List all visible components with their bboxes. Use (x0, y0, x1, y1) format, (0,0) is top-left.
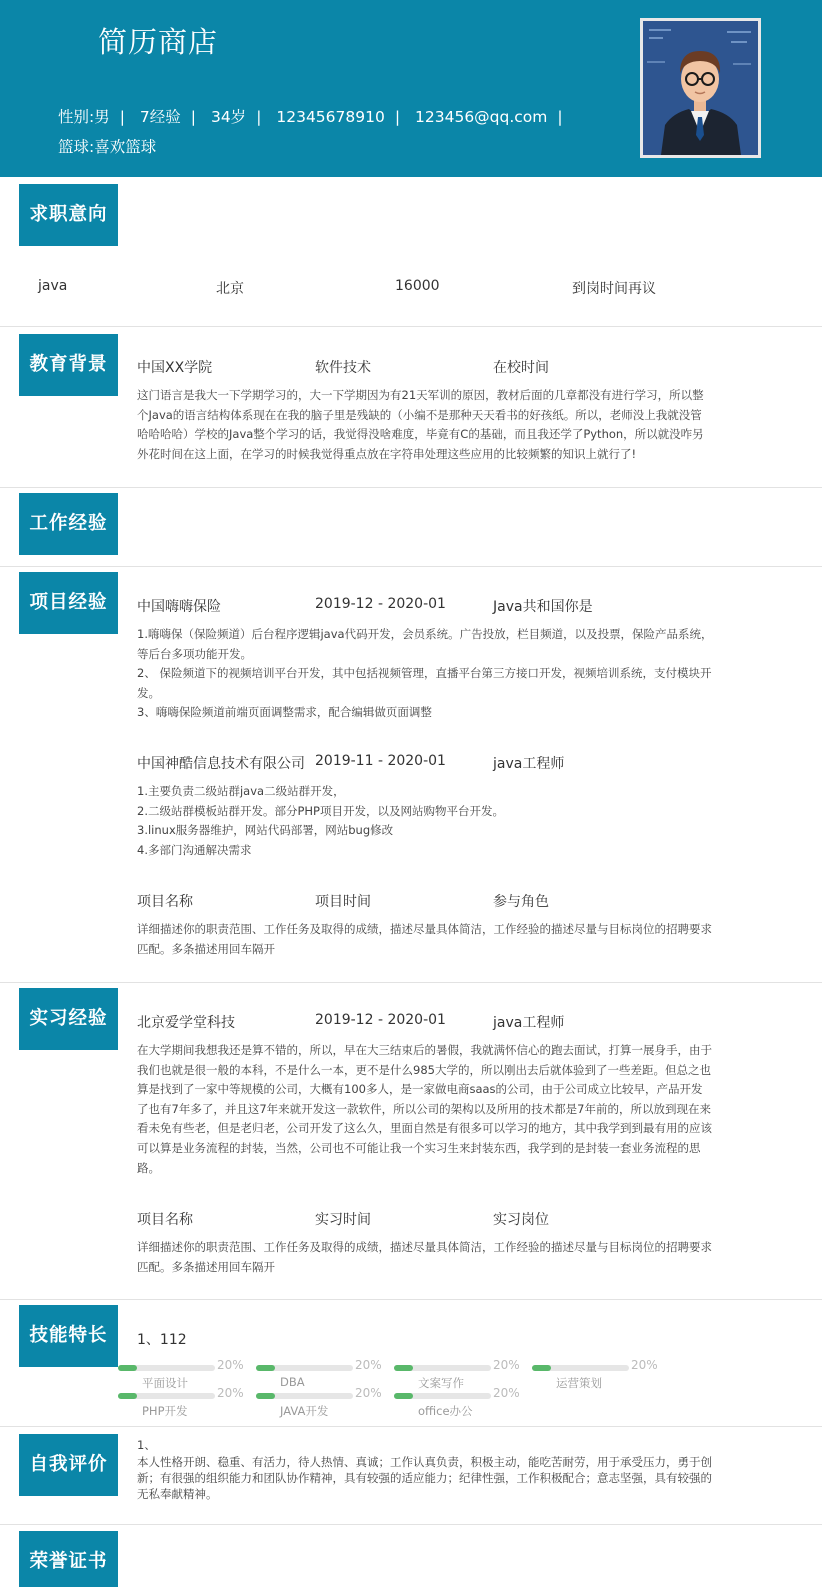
skill-item (256, 1386, 396, 1423)
skill-percent: 20% (493, 1358, 520, 1372)
project-line: 2.二级站群模板站群开发。部分PHP项目开发，以及网站购物平台开发。 (137, 803, 504, 818)
skill-bar-fill (394, 1365, 413, 1371)
self-eval-text: 本人性格开朗、稳重、有活力，待人热情、真诚；工作认真负责，积极主动，能吃苦耐劳，用于承受压力，勇于创新；有很强的组织能力和团队协作精神，具有较强的适应能力；纪律性强，工作积极配合；意志坚强，具有较强的无私奉献精神。 (137, 1455, 712, 1501)
project-role: Java共和国你是 (493, 599, 593, 615)
project-company: 项目名称 (137, 894, 193, 910)
skill-label: office办公 (418, 1404, 473, 1418)
phone: 12345678910 (276, 108, 385, 126)
project-line: 详细描述你的职责范围、工作任务及取得的成绩，描述尽量具体简洁，工作经验的描述尽量与目标岗位的招聘要求匹配。多条描述用回车隔开 (137, 922, 712, 956)
project-line: 2、 保险频道下的视频培训平台开发，其中包括视频管理，直播平台第三方接口开发，视频培训系统，支付模块开发。 (137, 666, 712, 700)
self-eval-index: 1、 (137, 1438, 156, 1452)
avatar (640, 18, 761, 158)
work-section (0, 487, 822, 566)
resume-header (0, 0, 822, 177)
skill-item (394, 1386, 534, 1423)
skill-bar (394, 1393, 491, 1399)
project-period: 项目时间 (315, 894, 371, 910)
skill-bar-fill (256, 1393, 275, 1399)
internship-company: 项目名称 (137, 1212, 193, 1228)
project-description (137, 920, 713, 959)
skill-bar-fill (532, 1365, 551, 1371)
project-description (137, 625, 713, 723)
skill-percent: 20% (217, 1386, 244, 1400)
internship-period: 2019-12 - 2020-01 (315, 1012, 446, 1028)
education-school: 中国XX学院 (137, 360, 213, 376)
gender: 性别:男 (58, 108, 110, 126)
skill-percent: 20% (493, 1386, 520, 1400)
email: 123456@qq.com (415, 108, 548, 126)
skill-label: JAVA开发 (280, 1404, 329, 1418)
skill-label: 运营策划 (556, 1376, 602, 1390)
education-title: 教育背景 (19, 334, 118, 396)
project-company: 中国嗨嗨保险 (137, 599, 221, 615)
age: 34岁 (210, 108, 247, 126)
honors-title: 荣誉证书 (19, 1531, 118, 1587)
skill-bar (256, 1365, 353, 1371)
skill-label: 平面设计 (142, 1376, 188, 1390)
skill-item (118, 1386, 258, 1423)
project-line: 1.嗨嗨保（保险频道）后台程序逻辑java代码开发，会员系统。广告投放，栏目频道，以及投票，保险产品系统，等后台多项功能开发。 (137, 627, 713, 661)
skill-bar-fill (118, 1365, 137, 1371)
skill-bar-fill (118, 1393, 137, 1399)
skill-percent: 20% (217, 1358, 244, 1372)
honors-section (0, 1524, 822, 1587)
internship-company: 北京爱学堂科技 (137, 1015, 235, 1031)
self-eval-title: 自我评价 (19, 1434, 118, 1496)
intent-salary: 16000 (395, 278, 440, 294)
project-line: 1.主要负责二级站群java二级站群开发， (137, 784, 345, 798)
hobby: 篮球:喜欢篮球 (58, 138, 157, 156)
job-intent-title: 求职意向 (19, 184, 118, 246)
skill-label: PHP开发 (142, 1404, 188, 1418)
skill-bar (532, 1365, 629, 1371)
internship-period: 实习时间 (315, 1212, 371, 1228)
internship-role: java工程师 (493, 1015, 565, 1031)
intent-city: 北京 (216, 281, 244, 297)
skill-bar (256, 1393, 353, 1399)
skill-bar (118, 1393, 215, 1399)
internship-title: 实习经验 (19, 988, 118, 1050)
project-role: java工程师 (493, 756, 565, 772)
project-line: 3.linux服务器维护，网站代码部署，网站bug修改 (137, 823, 394, 838)
project-line: 3、嗨嗨保险频道前端页面调整需求，配合编辑做页面调整 (137, 705, 432, 720)
internship-description: 在大学期间我想我还是算不错的，所以，早在大三结束后的暑假，我就满怀信心的跑去面试，打算一展身手，由于我们也就是很一般的本科，不是什么一本，更不是什么985大学的，所以刚出去后就体验到了一些差距。但总之也算是找到了一家中等规模的公司，大概有100多人，是一家做电商saas的公司，由于公司成立比较早，产品开发了也有7年多了，并且这7年来就开发这一款软件，所以公司的架构以及所用的技术都是7年前的，所以放到现在来看未免有些老，但是老归老，公司开发了这么久，里面自然是有很多可以学习的地方，其中我学到到最有用的应该可以算是业务流程的封装，当然，公司也不可能让我一个实习生来封装东西，我学到的是封装一套业务流程的思路。 (137, 1043, 712, 1175)
skill-bar (394, 1365, 491, 1371)
job-intent-section (0, 177, 822, 326)
intent-arrival: 到岗时间再议 (572, 281, 656, 297)
internship-role: 实习岗位 (493, 1212, 549, 1228)
resume-name: 简历商店 (98, 25, 219, 59)
projects-title: 项目经验 (19, 572, 118, 634)
intent-position: java (38, 278, 68, 294)
skills-title: 技能特长 (19, 1305, 118, 1367)
project-period: 2019-11 - 2020-01 (315, 753, 446, 769)
internship-description: 详细描述你的职责范围、工作任务及取得的成绩，描述尽量具体简洁，工作经验的描述尽量与目标岗位的招聘要求匹配。多条描述用回车隔开 (137, 1240, 712, 1274)
project-period: 2019-12 - 2020-01 (315, 596, 446, 612)
skill-percent: 20% (355, 1358, 382, 1372)
experience: 7经验 (139, 108, 181, 126)
education-description: 这门语言是我大一下学期学习的，大一下学期因为有21天军训的原因，教材后面的几章都没有进行学习，所以整个Java的语言结构体系现在在我的脑子里是残缺的（小编不是那种天天看书的好孩纸。所以，老师没上我就没管哈哈哈哈）学校的Java整个学习的话，我觉得没啥难度，毕竟有C的基础，而且我还学了Python，所以就没咋另外花时间在这上面，在学习的时候我觉得重点放在字符串处理这些应用的比较频繁的知识上就行了! (137, 388, 704, 461)
skill-item (532, 1358, 672, 1395)
skill-bar-fill (394, 1393, 413, 1399)
skill-percent: 20% (631, 1358, 658, 1372)
education-time: 在校时间 (493, 360, 549, 376)
skill-bar-fill (256, 1365, 275, 1371)
skill-label: DBA (280, 1375, 305, 1389)
skills-heading: 1、112 (137, 1332, 187, 1348)
skill-bar (118, 1365, 215, 1371)
skill-label: 文案写作 (418, 1376, 464, 1390)
project-role: 参与角色 (493, 894, 549, 910)
project-company: 中国神酷信息技术有限公司 (137, 756, 305, 772)
work-title: 工作经验 (19, 493, 118, 555)
personal-info: 性别:男 | 7经验 | 34岁 | 12345678910 | 123456@qq.com | (58, 105, 573, 127)
project-line: 4.多部门沟通解决需求 (137, 842, 252, 857)
project-description (137, 782, 713, 860)
education-major: 软件技术 (315, 360, 371, 376)
skill-percent: 20% (355, 1386, 382, 1400)
avatar-portrait (643, 21, 758, 155)
